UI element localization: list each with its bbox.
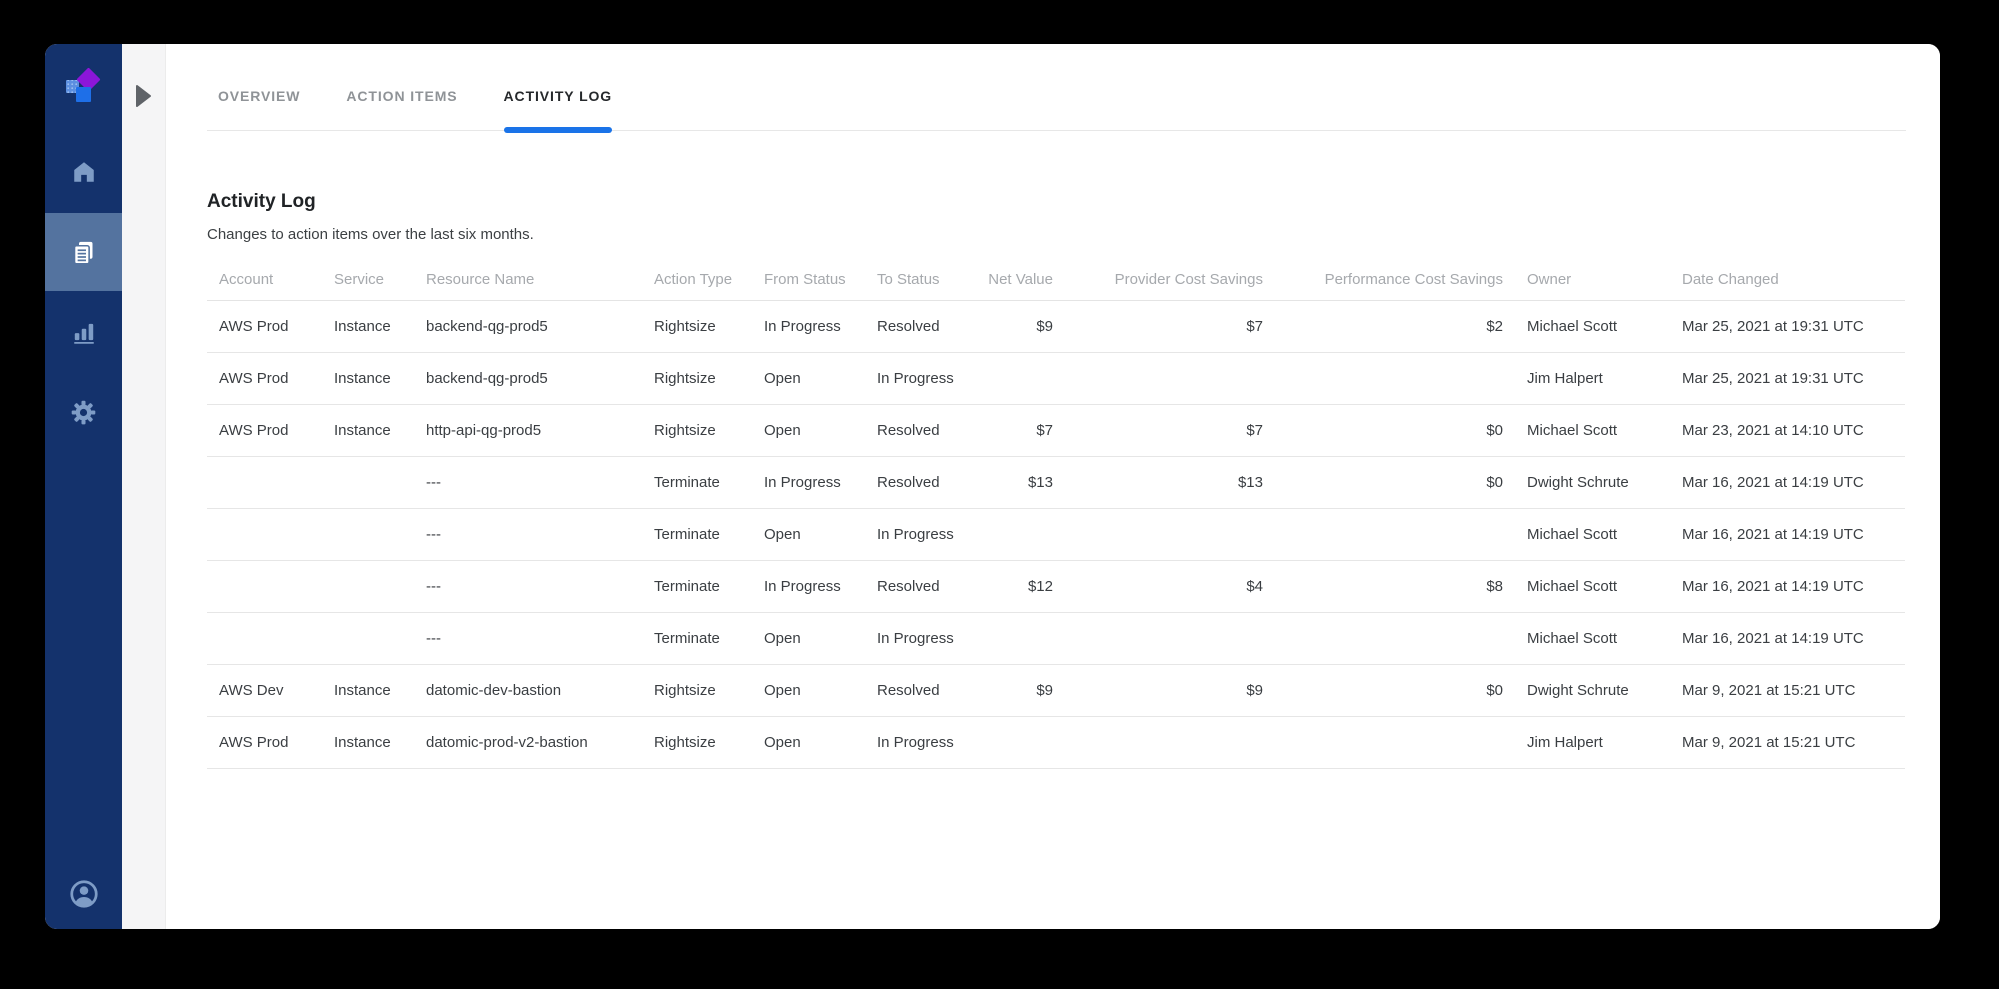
column-header-owner: Owner: [1515, 259, 1670, 300]
table-row: [207, 612, 1905, 664]
cell-performance-cost-savings: $0: [1275, 456, 1515, 508]
cell-performance-cost-savings: [1275, 612, 1515, 664]
cell-service: Instance: [322, 404, 414, 456]
cell-resource-name: backend-qg-prod5: [414, 352, 642, 404]
table-row: [207, 664, 1905, 716]
cell-resource-name: ---: [414, 508, 642, 560]
cell-resource-name: datomic-dev-bastion: [414, 664, 642, 716]
column-header-account: Account: [207, 259, 322, 300]
cell-performance-cost-savings: [1275, 352, 1515, 404]
column-header-action-type: Action Type: [642, 259, 752, 300]
cell-to-status: In Progress: [865, 716, 975, 768]
cell-account: AWS Prod: [207, 300, 322, 352]
sidebar: [45, 44, 122, 929]
cell-owner: Michael Scott: [1515, 508, 1670, 560]
cell-from-status: Open: [752, 404, 865, 456]
bar-chart-icon: [71, 319, 97, 345]
cell-owner: Michael Scott: [1515, 612, 1670, 664]
table-body: [207, 300, 1905, 768]
cell-to-status: Resolved: [865, 300, 975, 352]
cell-provider-cost-savings: $7: [1065, 404, 1275, 456]
page-subtitle: Changes to action items over the last six months.: [207, 226, 534, 243]
cell-resource-name: datomic-prod-v2-bastion: [414, 716, 642, 768]
table-row: [207, 508, 1905, 560]
cell-owner: Michael Scott: [1515, 300, 1670, 352]
cell-action-type: Terminate: [642, 508, 752, 560]
cell-from-status: In Progress: [752, 456, 865, 508]
cell-provider-cost-savings: [1065, 508, 1275, 560]
cell-date-changed: Mar 25, 2021 at 19:31 UTC: [1670, 352, 1905, 404]
cell-owner: Jim Halpert: [1515, 352, 1670, 404]
tab-bar: [207, 44, 1906, 131]
cell-to-status: Resolved: [865, 560, 975, 612]
cell-net-value: [975, 352, 1065, 404]
column-header-resource-name: Resource Name: [414, 259, 642, 300]
page-header: [207, 191, 1940, 243]
cell-net-value: [975, 612, 1065, 664]
sidebar-item-analytics[interactable]: [45, 293, 122, 371]
column-header-to-status: To Status: [865, 259, 975, 300]
cell-date-changed: Mar 16, 2021 at 14:19 UTC: [1670, 612, 1905, 664]
main-content: [166, 44, 1940, 929]
cell-net-value: [975, 508, 1065, 560]
cell-account: [207, 560, 322, 612]
cell-account: [207, 456, 322, 508]
cell-owner: Dwight Schrute: [1515, 664, 1670, 716]
cell-provider-cost-savings: $13: [1065, 456, 1275, 508]
cell-from-status: Open: [752, 716, 865, 768]
sidebar-item-reports[interactable]: [45, 213, 122, 291]
tab-action-items[interactable]: ACTION ITEMS: [346, 88, 458, 104]
cell-performance-cost-savings: [1275, 508, 1515, 560]
cell-action-type: Rightsize: [642, 404, 752, 456]
cell-net-value: $12: [975, 560, 1065, 612]
column-header-date-changed: Date Changed: [1670, 259, 1905, 300]
cell-action-type: Rightsize: [642, 300, 752, 352]
cell-net-value: $9: [975, 664, 1065, 716]
app-window: [45, 44, 1940, 929]
table-row: [207, 456, 1905, 508]
cell-service: Instance: [322, 716, 414, 768]
cell-action-type: Rightsize: [642, 716, 752, 768]
cell-resource-name: ---: [414, 560, 642, 612]
home-icon: [71, 159, 97, 185]
cell-resource-name: ---: [414, 612, 642, 664]
cell-action-type: Terminate: [642, 612, 752, 664]
cell-date-changed: Mar 9, 2021 at 15:21 UTC: [1670, 664, 1905, 716]
cell-date-changed: Mar 16, 2021 at 14:19 UTC: [1670, 560, 1905, 612]
table-row: [207, 300, 1905, 352]
cell-performance-cost-savings: $8: [1275, 560, 1515, 612]
table-row: [207, 560, 1905, 612]
collapsed-panel-strip: [122, 44, 166, 929]
cell-date-changed: Mar 16, 2021 at 14:19 UTC: [1670, 456, 1905, 508]
table-header-row: [207, 259, 1905, 300]
cell-to-status: Resolved: [865, 404, 975, 456]
cell-account: [207, 508, 322, 560]
cell-resource-name: ---: [414, 456, 642, 508]
cell-action-type: Rightsize: [642, 664, 752, 716]
cell-service: Instance: [322, 664, 414, 716]
cell-resource-name: http-api-qg-prod5: [414, 404, 642, 456]
sidebar-item-home[interactable]: [45, 133, 122, 211]
gear-icon: [70, 399, 97, 426]
cell-from-status: In Progress: [752, 300, 865, 352]
sidebar-item-settings[interactable]: [45, 373, 122, 451]
cell-provider-cost-savings: $9: [1065, 664, 1275, 716]
documents-icon: [70, 239, 97, 266]
cell-net-value: $9: [975, 300, 1065, 352]
cell-resource-name: backend-qg-prod5: [414, 300, 642, 352]
cell-net-value: $13: [975, 456, 1065, 508]
cell-owner: Michael Scott: [1515, 560, 1670, 612]
column-header-net-value: Net Value: [975, 259, 1065, 300]
cell-owner: Jim Halpert: [1515, 716, 1670, 768]
expand-panel-button[interactable]: [132, 84, 156, 108]
cell-to-status: In Progress: [865, 612, 975, 664]
cell-service: Instance: [322, 300, 414, 352]
cell-service: [322, 508, 414, 560]
cell-service: [322, 612, 414, 664]
table-row: [207, 716, 1905, 768]
column-header-from-status: From Status: [752, 259, 865, 300]
cell-action-type: Terminate: [642, 560, 752, 612]
cell-account: AWS Dev: [207, 664, 322, 716]
cell-to-status: Resolved: [865, 664, 975, 716]
cell-net-value: $7: [975, 404, 1065, 456]
cell-date-changed: Mar 23, 2021 at 14:10 UTC: [1670, 404, 1905, 456]
cell-from-status: Open: [752, 508, 865, 560]
cell-performance-cost-savings: $0: [1275, 664, 1515, 716]
cell-provider-cost-savings: [1065, 352, 1275, 404]
cell-account: AWS Prod: [207, 404, 322, 456]
cell-from-status: Open: [752, 612, 865, 664]
cell-from-status: Open: [752, 352, 865, 404]
column-header-performance-cost-savings: Performance Cost Savings: [1275, 259, 1515, 300]
cell-provider-cost-savings: $7: [1065, 300, 1275, 352]
column-header-service: Service: [322, 259, 414, 300]
user-avatar-icon: [69, 879, 99, 909]
cell-account: AWS Prod: [207, 352, 322, 404]
sidebar-item-account[interactable]: [45, 859, 122, 929]
cell-date-changed: Mar 9, 2021 at 15:21 UTC: [1670, 716, 1905, 768]
cell-provider-cost-savings: [1065, 612, 1275, 664]
cell-performance-cost-savings: $0: [1275, 404, 1515, 456]
cell-from-status: Open: [752, 664, 865, 716]
cell-owner: Dwight Schrute: [1515, 456, 1670, 508]
cell-account: [207, 612, 322, 664]
cell-service: [322, 456, 414, 508]
cell-action-type: Terminate: [642, 456, 752, 508]
cell-action-type: Rightsize: [642, 352, 752, 404]
cell-to-status: In Progress: [865, 352, 975, 404]
cell-provider-cost-savings: [1065, 716, 1275, 768]
cell-performance-cost-savings: $2: [1275, 300, 1515, 352]
table-row: [207, 352, 1905, 404]
cell-net-value: [975, 716, 1065, 768]
cell-date-changed: Mar 25, 2021 at 19:31 UTC: [1670, 300, 1905, 352]
cell-date-changed: Mar 16, 2021 at 14:19 UTC: [1670, 508, 1905, 560]
app-logo-icon: [45, 44, 122, 132]
cell-account: AWS Prod: [207, 716, 322, 768]
cell-to-status: Resolved: [865, 456, 975, 508]
cell-service: [322, 560, 414, 612]
cell-service: Instance: [322, 352, 414, 404]
tab-overview[interactable]: OVERVIEW: [218, 88, 301, 104]
column-header-provider-cost-savings: Provider Cost Savings: [1065, 259, 1275, 300]
table-row: [207, 404, 1905, 456]
chevron-right-icon: [135, 84, 152, 108]
cell-to-status: In Progress: [865, 508, 975, 560]
page-title: Activity Log: [207, 191, 316, 212]
activity-table: [207, 259, 1905, 769]
tab-activity-log[interactable]: ACTIVITY LOG: [504, 88, 613, 130]
cell-provider-cost-savings: $4: [1065, 560, 1275, 612]
cell-owner: Michael Scott: [1515, 404, 1670, 456]
cell-from-status: In Progress: [752, 560, 865, 612]
cell-performance-cost-savings: [1275, 716, 1515, 768]
